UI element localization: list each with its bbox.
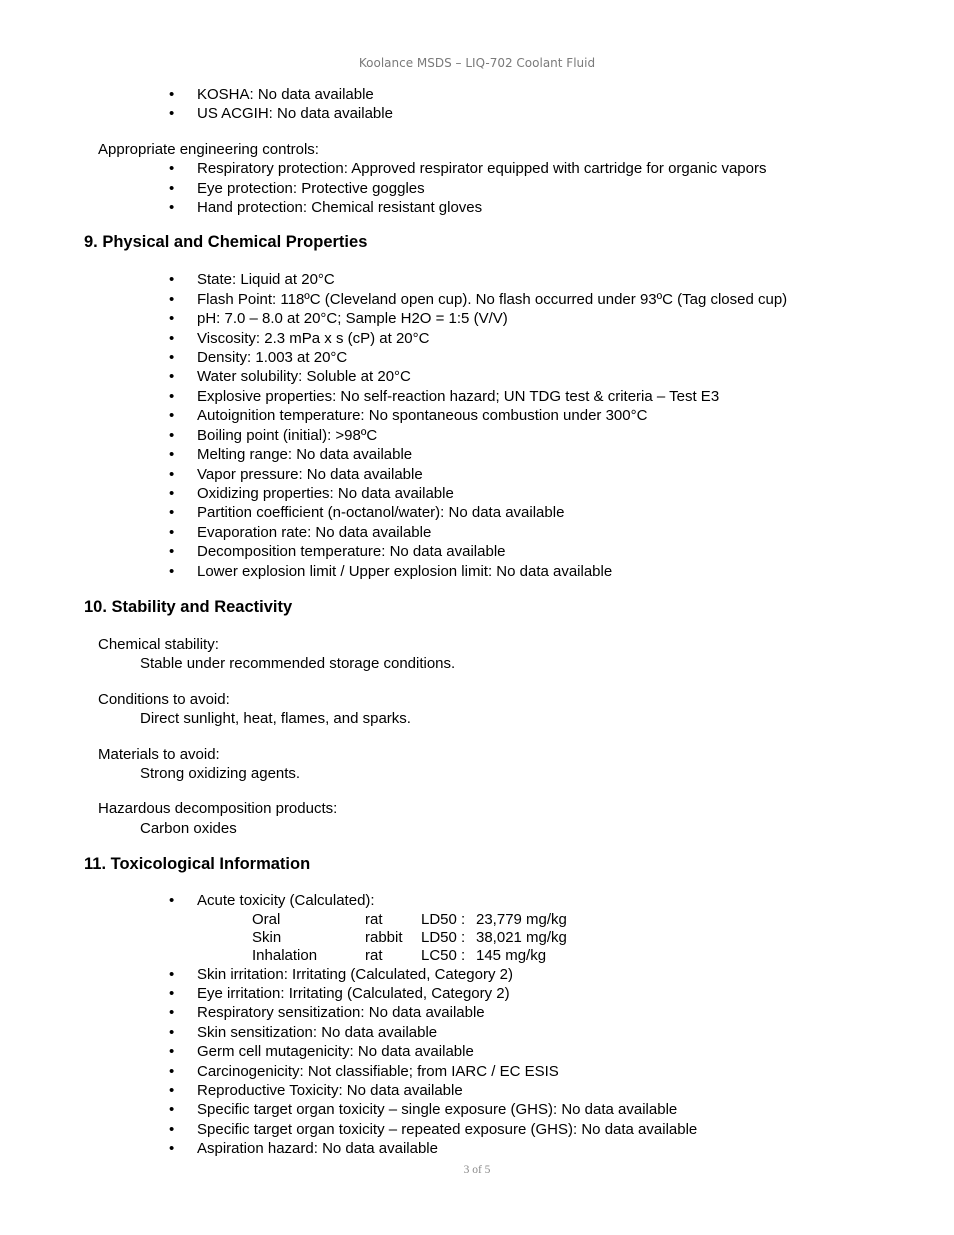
value-cell: 38,021 mg/kg <box>476 928 567 946</box>
list-item: • Viscosity: 2.3 mPa x s (cP) at 20°C <box>0 329 954 348</box>
list-item: • pH: 7.0 – 8.0 at 20°C; Sample H2O = 1:5 (V/V) <box>0 309 954 328</box>
block-text: Carbon oxides <box>140 819 237 837</box>
list-item: • Flash Point: 118ºC (Cleveland open cup). No flash occurred under 93ºC (Tag closed cup) <box>0 290 954 309</box>
value-cell: 23,779 mg/kg <box>476 910 567 928</box>
list-item: • Eye irritation: Irritating (Calculated, Category 2) <box>0 984 954 1003</box>
list-item: • Explosive properties: No self-reaction hazard; UN TDG test & criteria – Test E3 <box>0 387 954 406</box>
species-cell: rat <box>365 910 383 928</box>
list-item: • Vapor pressure: No data available <box>0 465 954 484</box>
conditions-block <box>0 690 954 729</box>
toxicology-list <box>0 965 954 1159</box>
measure-cell: LD50 : <box>421 910 466 928</box>
list-item: • Boiling point (initial): >98ºC <box>0 426 954 445</box>
materials-block <box>0 745 954 784</box>
list-item: • Melting range: No data available <box>0 445 954 464</box>
list-item: • Partition coefficient (n-octanol/water): No data available <box>0 503 954 522</box>
physical-properties-list <box>0 270 954 581</box>
list-item: • Hand protection: Chemical resistant gloves <box>0 198 954 217</box>
engineering-controls-list <box>0 159 954 217</box>
list-item: • Water solubility: Soluble at 20°C <box>0 367 954 386</box>
list-item: • Oxidizing properties: No data available <box>0 484 954 503</box>
acute-toxicity-table <box>0 911 954 965</box>
block-text: Direct sunlight, heat, flames, and sparks. <box>140 710 411 728</box>
species-cell: rat <box>365 946 383 964</box>
block-text: Strong oxidizing agents. <box>140 764 301 782</box>
engineering-controls-label: Appropriate engineering controls: <box>98 140 319 158</box>
list-item: • Density: 1.003 at 20°C <box>0 348 954 367</box>
decomposition-block <box>0 799 954 838</box>
table-row <box>0 929 954 947</box>
section-heading-9: 9. Physical and Chemical Properties <box>84 233 368 252</box>
list-item: • Skin sensitization: No data available <box>0 1023 954 1042</box>
route-cell: Skin <box>252 928 282 946</box>
list-item: • Respiratory protection: Approved respirator equipped with cartridge for organic vapors <box>0 159 954 178</box>
section-heading-11: 11. Toxicological Information <box>84 855 311 874</box>
section-heading-10: 10. Stability and Reactivity <box>84 597 293 616</box>
list-item: • Specific target organ toxicity – single exposure (GHS): No data available <box>0 1100 954 1119</box>
measure-cell: LC50 : <box>421 946 466 964</box>
list-item: • Germ cell mutagenicity: No data available <box>0 1042 954 1061</box>
table-row <box>0 911 954 929</box>
block-label: Conditions to avoid: <box>98 690 230 708</box>
document-body <box>0 85 954 1159</box>
species-cell: rabbit <box>365 928 403 946</box>
stability-block <box>0 635 954 674</box>
block-label: Materials to avoid: <box>98 745 220 763</box>
document-header: Koolance MSDS – LIQ-702 Coolant Fluid <box>358 56 596 70</box>
block-label: Hazardous decomposition products: <box>98 800 338 818</box>
list-item: • KOSHA: No data available <box>0 85 954 104</box>
list-item: • Eye protection: Protective goggles <box>0 179 954 198</box>
route-cell: Oral <box>252 910 281 928</box>
list-item: • State: Liquid at 20°C <box>0 270 954 289</box>
list-item: • US ACGIH: No data available <box>0 104 954 123</box>
list-item: • Acute toxicity (Calculated): <box>0 891 954 910</box>
list-item: • Skin irritation: Irritating (Calculated, Category 2) <box>0 965 954 984</box>
list-item: • Lower explosion limit / Upper explosion limit: No data available <box>0 562 954 581</box>
measure-cell: LD50 : <box>421 928 466 946</box>
list-item: • Aspiration hazard: No data available <box>0 1139 954 1158</box>
acute-toxicity-list <box>0 891 954 910</box>
route-cell: Inhalation <box>252 946 318 964</box>
list-item: • Evaporation rate: No data available <box>0 523 954 542</box>
exposure-limits-list <box>0 85 954 124</box>
block-text: Stable under recommended storage conditions. <box>140 655 456 673</box>
list-item: • Respiratory sensitization: No data available <box>0 1003 954 1022</box>
list-item: • Specific target organ toxicity – repeated exposure (GHS): No data available <box>0 1120 954 1139</box>
list-item: • Carcinogenicity: Not classifiable; from IARC / EC ESIS <box>0 1062 954 1081</box>
list-item: • Autoignition temperature: No spontaneous combustion under 300°C <box>0 406 954 425</box>
value-cell: 145 mg/kg <box>476 946 547 964</box>
list-item: • Reproductive Toxicity: No data available <box>0 1081 954 1100</box>
page-number: 3 of 5 <box>463 1164 491 1176</box>
block-label: Chemical stability: <box>98 635 219 653</box>
list-item: • Decomposition temperature: No data available <box>0 542 954 561</box>
table-row <box>0 947 954 965</box>
